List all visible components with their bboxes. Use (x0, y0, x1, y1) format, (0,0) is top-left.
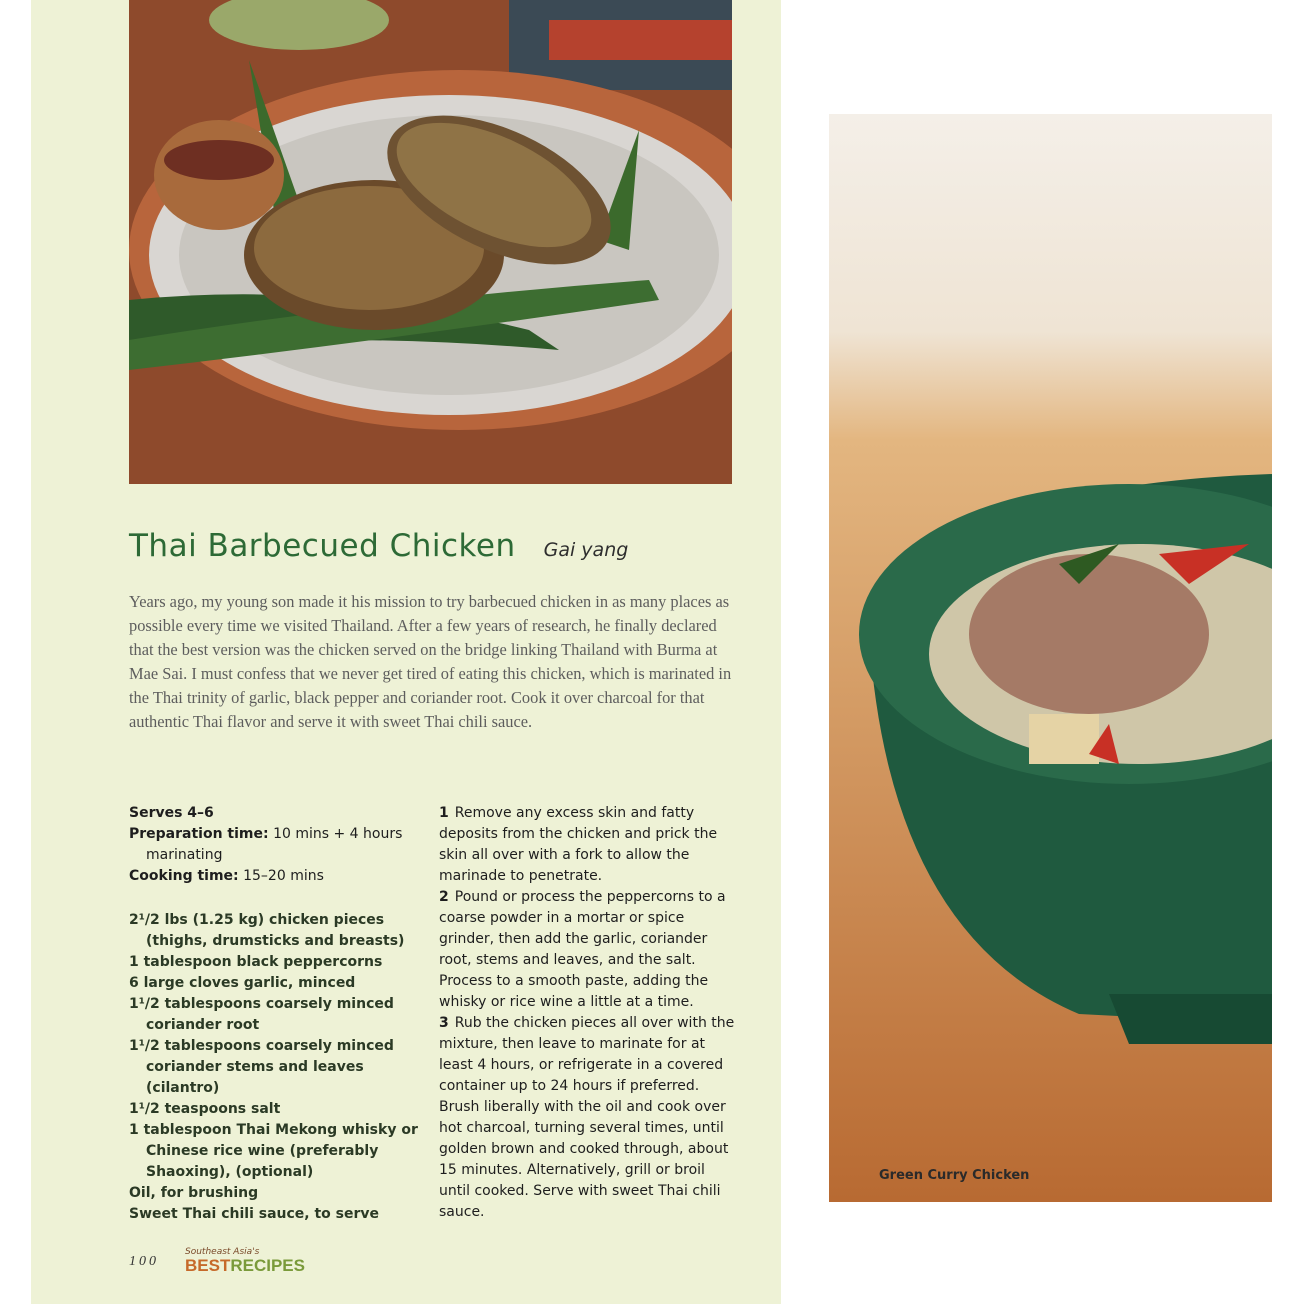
method-step: 2 Pound or process the peppercorns to a coarse powder in a mortar or spice grinder, then add the garlic, coriander root, stems and leaves, and the salt. Process to a smooth paste, adding the whisky or rice wine a little at a time. (439, 889, 726, 1010)
cook-time: Cooking time: 15–20 mins (129, 868, 324, 884)
barbecued-chicken-photo (129, 0, 732, 484)
method-step: 3 Rub the chicken pieces all over with the mixture, then leave to marinate for at least 4 hours, or refrigerate in a covered container up to 24 hours if preferred. Brush liberally with the oil and cook over hot charcoal, turning several times, until golden brown and cooked through, about 15 minutes. Alternatively, grill or broil until cooked. Serve with sweet Thai chili sauce. (439, 1015, 735, 1220)
ingredient-item: 1¹/2 tablespoons coarsely minced coriander root (129, 996, 394, 1033)
ingredient-item: 1¹/2 tablespoons coarsely minced coriander stems and leaves (cilantro) (129, 1038, 394, 1096)
ingredient-item: Sweet Thai chili sauce, to serve (129, 1206, 380, 1222)
book-logo: Southeast Asia's BESTRECIPES (185, 1247, 305, 1275)
recipe-title: Thai Barbecued Chicken (129, 528, 516, 564)
recipe-header (129, 528, 749, 564)
ingredient-item: Oil, for brushing (129, 1185, 259, 1201)
page-footer (129, 1248, 305, 1274)
ingredient-item: 1¹/2 teaspoons salt (129, 1101, 281, 1117)
recipe-intro: Years ago, my young son made it his mission to try barbecued chicken in as many places as possible every time we visited Thailand. After a few years of research, he finally declared that the best version was the chicken served on the bridge linking Thailand with Burma at Mae Sai. I must confess that we never get tired of eating this chicken, which is marinated in the Thai trinity of garlic, black pepper and coriander root. Cook it over charcoal for that authentic Thai flavor and serve it with sweet Thai chili sauce. (129, 592, 732, 731)
photo-caption: Green Curry Chicken (879, 1168, 1030, 1183)
ingredient-list (129, 910, 429, 1225)
method-steps (439, 803, 739, 1223)
recipe-subtitle: Gai yang (543, 539, 629, 561)
prep-time: Preparation time: 10 mins + 4 hours marinating (129, 826, 403, 863)
recipe-meta (129, 803, 429, 887)
page-number: 100 (129, 1254, 159, 1269)
green-curry-photo (829, 114, 1272, 1202)
ingredient-item: 1 tablespoon black peppercorns (129, 954, 383, 970)
method-step: 1 Remove any excess skin and fatty deposits from the chicken and prick the skin all over with a fork to allow the marinade to penetrate. (439, 805, 718, 884)
ingredient-item: 1 tablespoon Thai Mekong whisky or Chinese rice wine (preferably Shaoxing), (optional) (129, 1122, 418, 1180)
ingredient-item: 2¹/2 lbs (1.25 kg) chicken pieces (thighs, drumsticks and breasts) (129, 912, 405, 949)
serves: Serves 4–6 (129, 805, 214, 821)
green-curry-illustration (829, 114, 1272, 1202)
ingredient-item: 6 large cloves garlic, minced (129, 975, 356, 991)
barbecued-chicken-illustration (129, 0, 732, 484)
